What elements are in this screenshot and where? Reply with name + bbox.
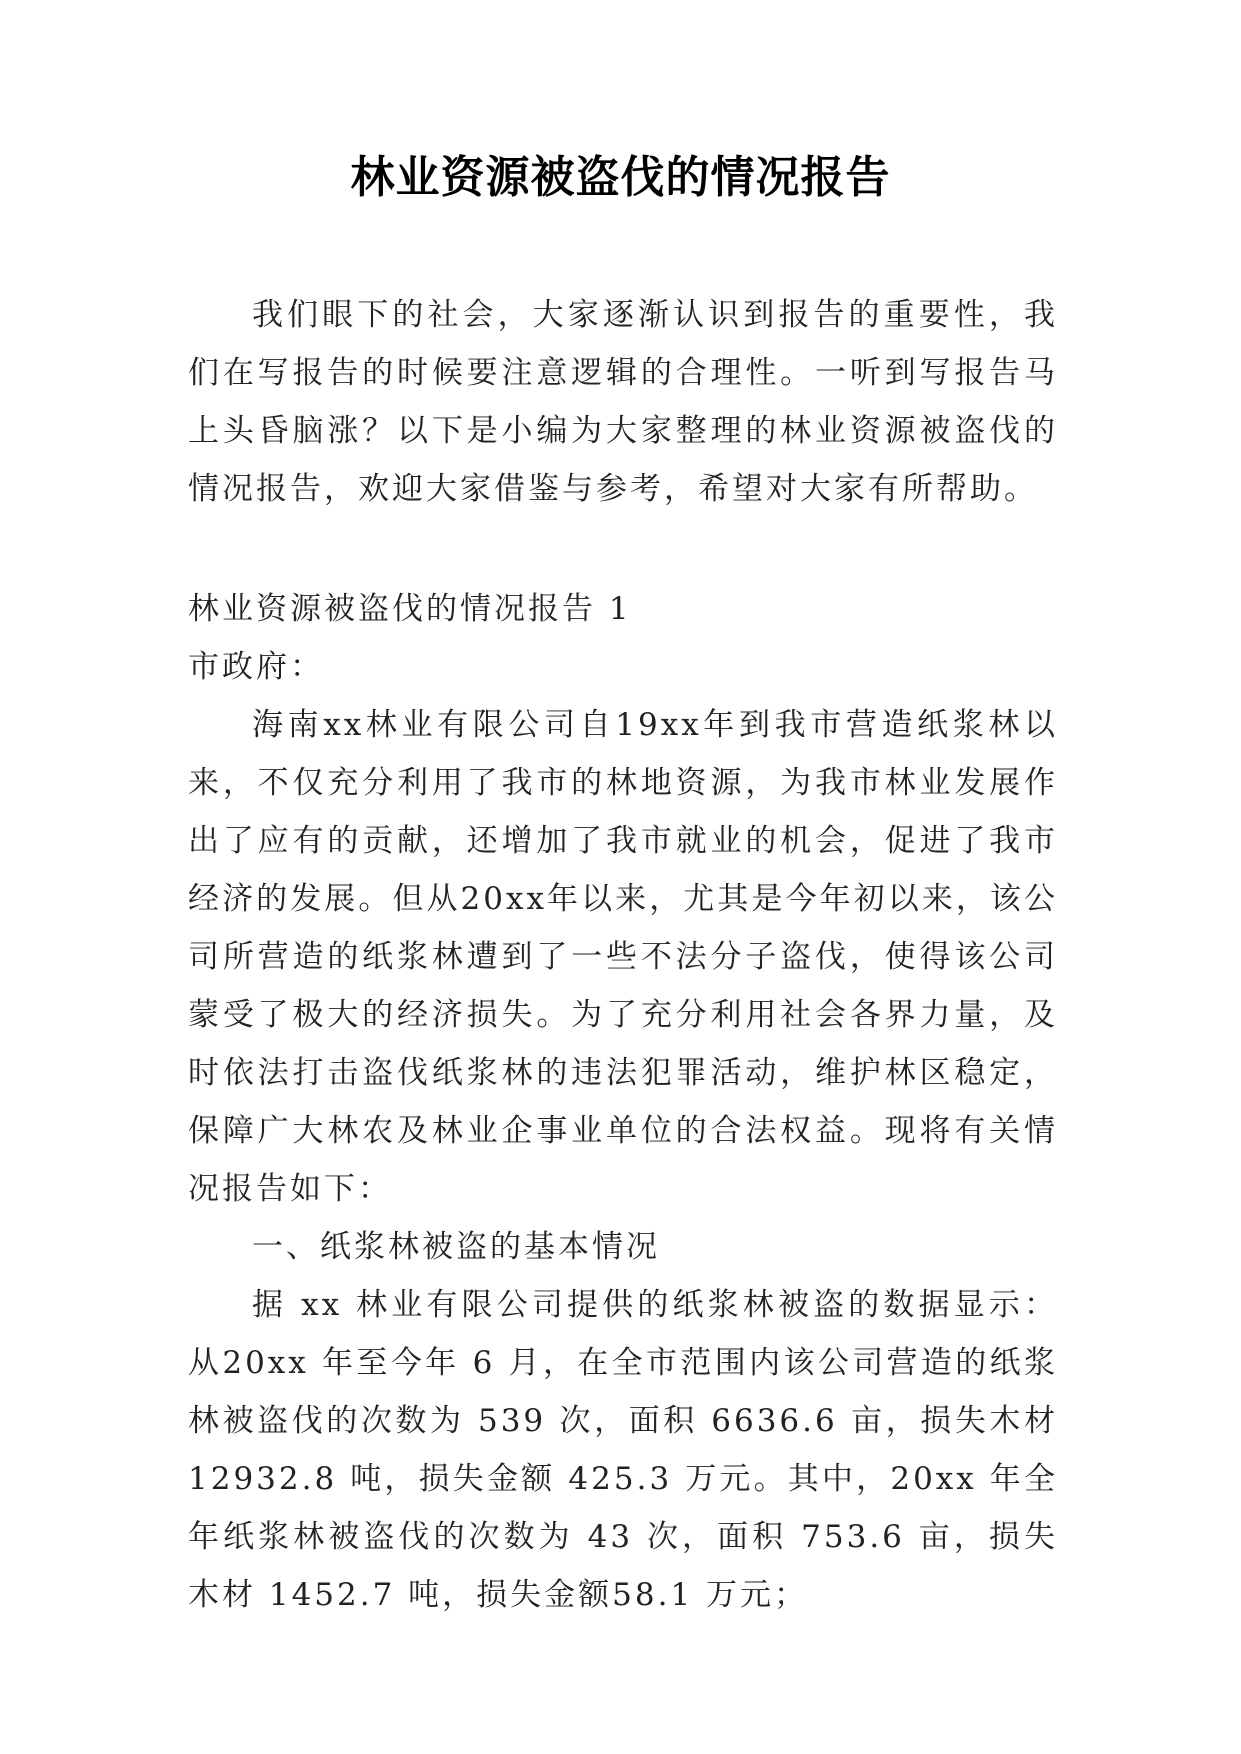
body-paragraph-2: 据 xx 林业有限公司提供的纸浆林被盗的数据显示：从20xx 年至今年 6 月，在全市范围内该公司营造的纸浆林被盗伐的次数为 539 次，面积 6636.6 亩，损失木材 12932.8 吨，损失金额 425.3 万元。其中，20xx 年全年纸浆林被盗伐的次数为 43 次，面积 753.6 亩，损失木材 1452.7 吨，损失金额58.1 万元； [188, 1287, 1058, 1613]
document-title: 林业资源被盗伐的情况报告 [350, 152, 891, 203]
report-body [188, 580, 1058, 1624]
intro-section [188, 286, 1058, 518]
intro-paragraph: 我们眼下的社会，大家逐渐认识到报告的重要性，我们在写报告的时候要注意逻辑的合理性。一听到写报告马上头昏脑涨？以下是小编为大家整理的林业资源被盗伐的情况报告，欢迎大家借鉴与参考，希望对大家有所帮助。 [188, 297, 1058, 507]
body-paragraph-1: 海南xx林业有限公司自19xx年到我市营造纸浆林以来，不仅充分利用了我市的林地资源，为我市林业发展作出了应有的贡献，还增加了我市就业的机会，促进了我市经济的发展。但从20xx年以来，尤其是今年初以来，该公司所营造的纸浆林遭到了一些不法分子盗伐，使得该公司蒙受了极大的经济损失。为了充分利用社会各界力量，及时依法打击盗伐纸浆林的违法犯罪活动，维护林区稳定，保障广大林农及林业企事业单位的合法权益。现将有关情况报告如下： [188, 707, 1058, 1207]
recipient-line: 市政府： [188, 649, 324, 685]
heading-basic-situation: 一、纸浆林被盗的基本情况 [252, 1229, 660, 1265]
section-title: 林业资源被盗伐的情况报告 1 [188, 591, 632, 627]
